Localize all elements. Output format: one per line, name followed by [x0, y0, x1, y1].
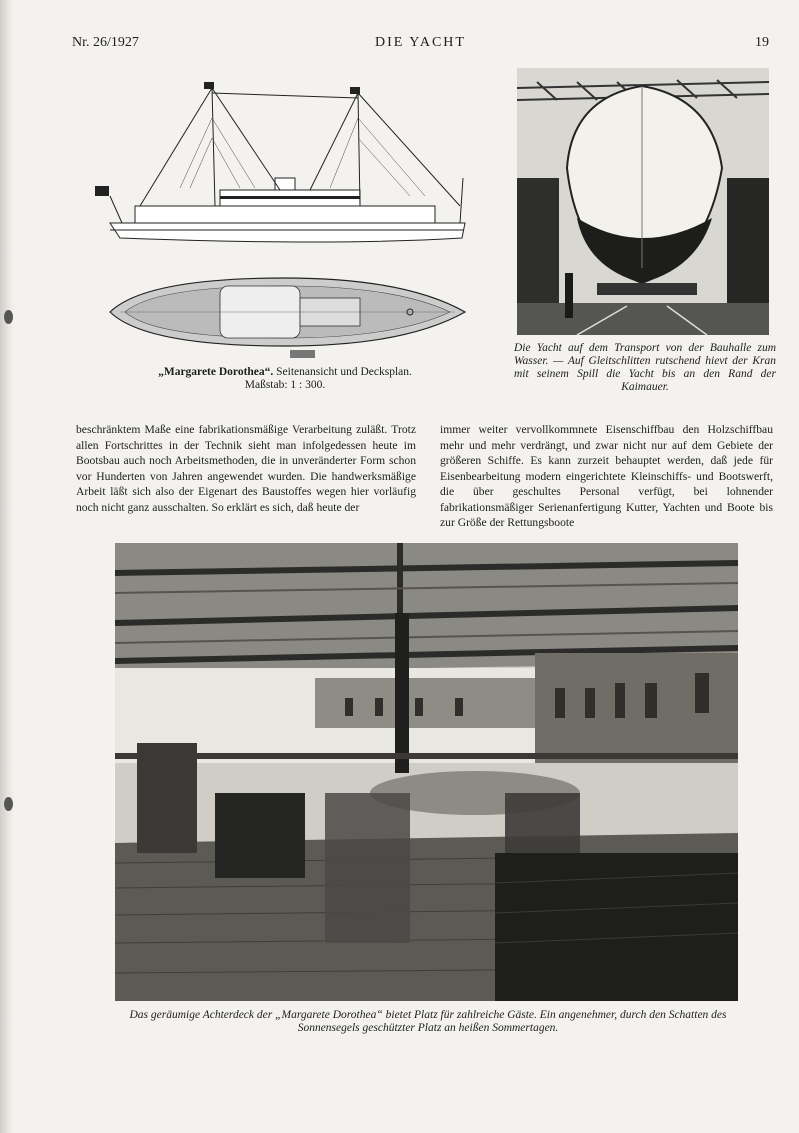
plans-caption-text: Seitenansicht und Decksplan.	[273, 366, 412, 378]
transport-photo-caption: Die Yacht auf dem Transport von der Bauhalle zum Wasser. — Auf Gleitschlitten rutschend hievt der Kran mit seinem Spill die Yacht bis an den Rand der Kaimauer.	[514, 342, 776, 393]
plans-caption	[140, 366, 430, 392]
body-column-right	[440, 422, 773, 531]
issue-number: Nr. 26/1927	[72, 35, 139, 50]
body-paragraph-right: immer weiter vervollkommnete Eisenschiffbau den Holzschiffbau mehr und mehr verdrängt, und zwar nicht nur auf dem Gebiete der größeren Schiffe. Es kann zurzeit behauptet werden, daß jede für Eisenbearbeitung modern eingerichtete Kleinschiffs- und Bootswerft, die über geschultes Personal verfügt, bei lohnender fabrikationsmäßiger Serienanfertigung Kutter, Yachten und Boote bis zur Größe der Rettungsboote	[440, 423, 773, 529]
binding-hole	[4, 797, 13, 811]
plans-scale: Maßstab: 1 : 300.	[244, 379, 326, 391]
aft-deck-photo	[115, 543, 738, 1001]
yacht-name: „Margarete Dorothea“.	[158, 366, 274, 378]
magazine-title: DIE YACHT	[375, 35, 466, 50]
deck-plan-drawing	[105, 270, 470, 365]
yacht-transport-photo	[517, 68, 769, 335]
page-binding-edge	[0, 0, 14, 1133]
body-column-left	[76, 422, 416, 515]
page-number: 19	[755, 35, 769, 50]
binding-hole	[4, 310, 13, 324]
body-paragraph-left: beschränktem Maße eine fabrikationsmäßige Verarbeitung zuläßt. Trotz allen Fortschrittes in der Technik sieht man infolgedessen heute im Bootsbau auch noch Arbeitsmethoden, die in unveränderter Form schon vor Hunderten von Jahren angewendet wurden. Die handwerksmäßige Arbeit läßt sich also der Eigenart des Baustoffes wegen hier vorläufig noch nicht ganz ausschalten. So erklärt es sich, daß heute der	[76, 423, 416, 514]
page-header	[72, 35, 769, 55]
aft-deck-caption: Das geräumige Achterdeck der „Margarete Dorothea“ bietet Platz für zahlreiche Gäste. Ein angenehmer, durch den Schatten des Sonnensegels geschützter Platz an heißen Sommertagen.	[129, 1009, 727, 1034]
side-elevation-drawing	[80, 78, 480, 248]
